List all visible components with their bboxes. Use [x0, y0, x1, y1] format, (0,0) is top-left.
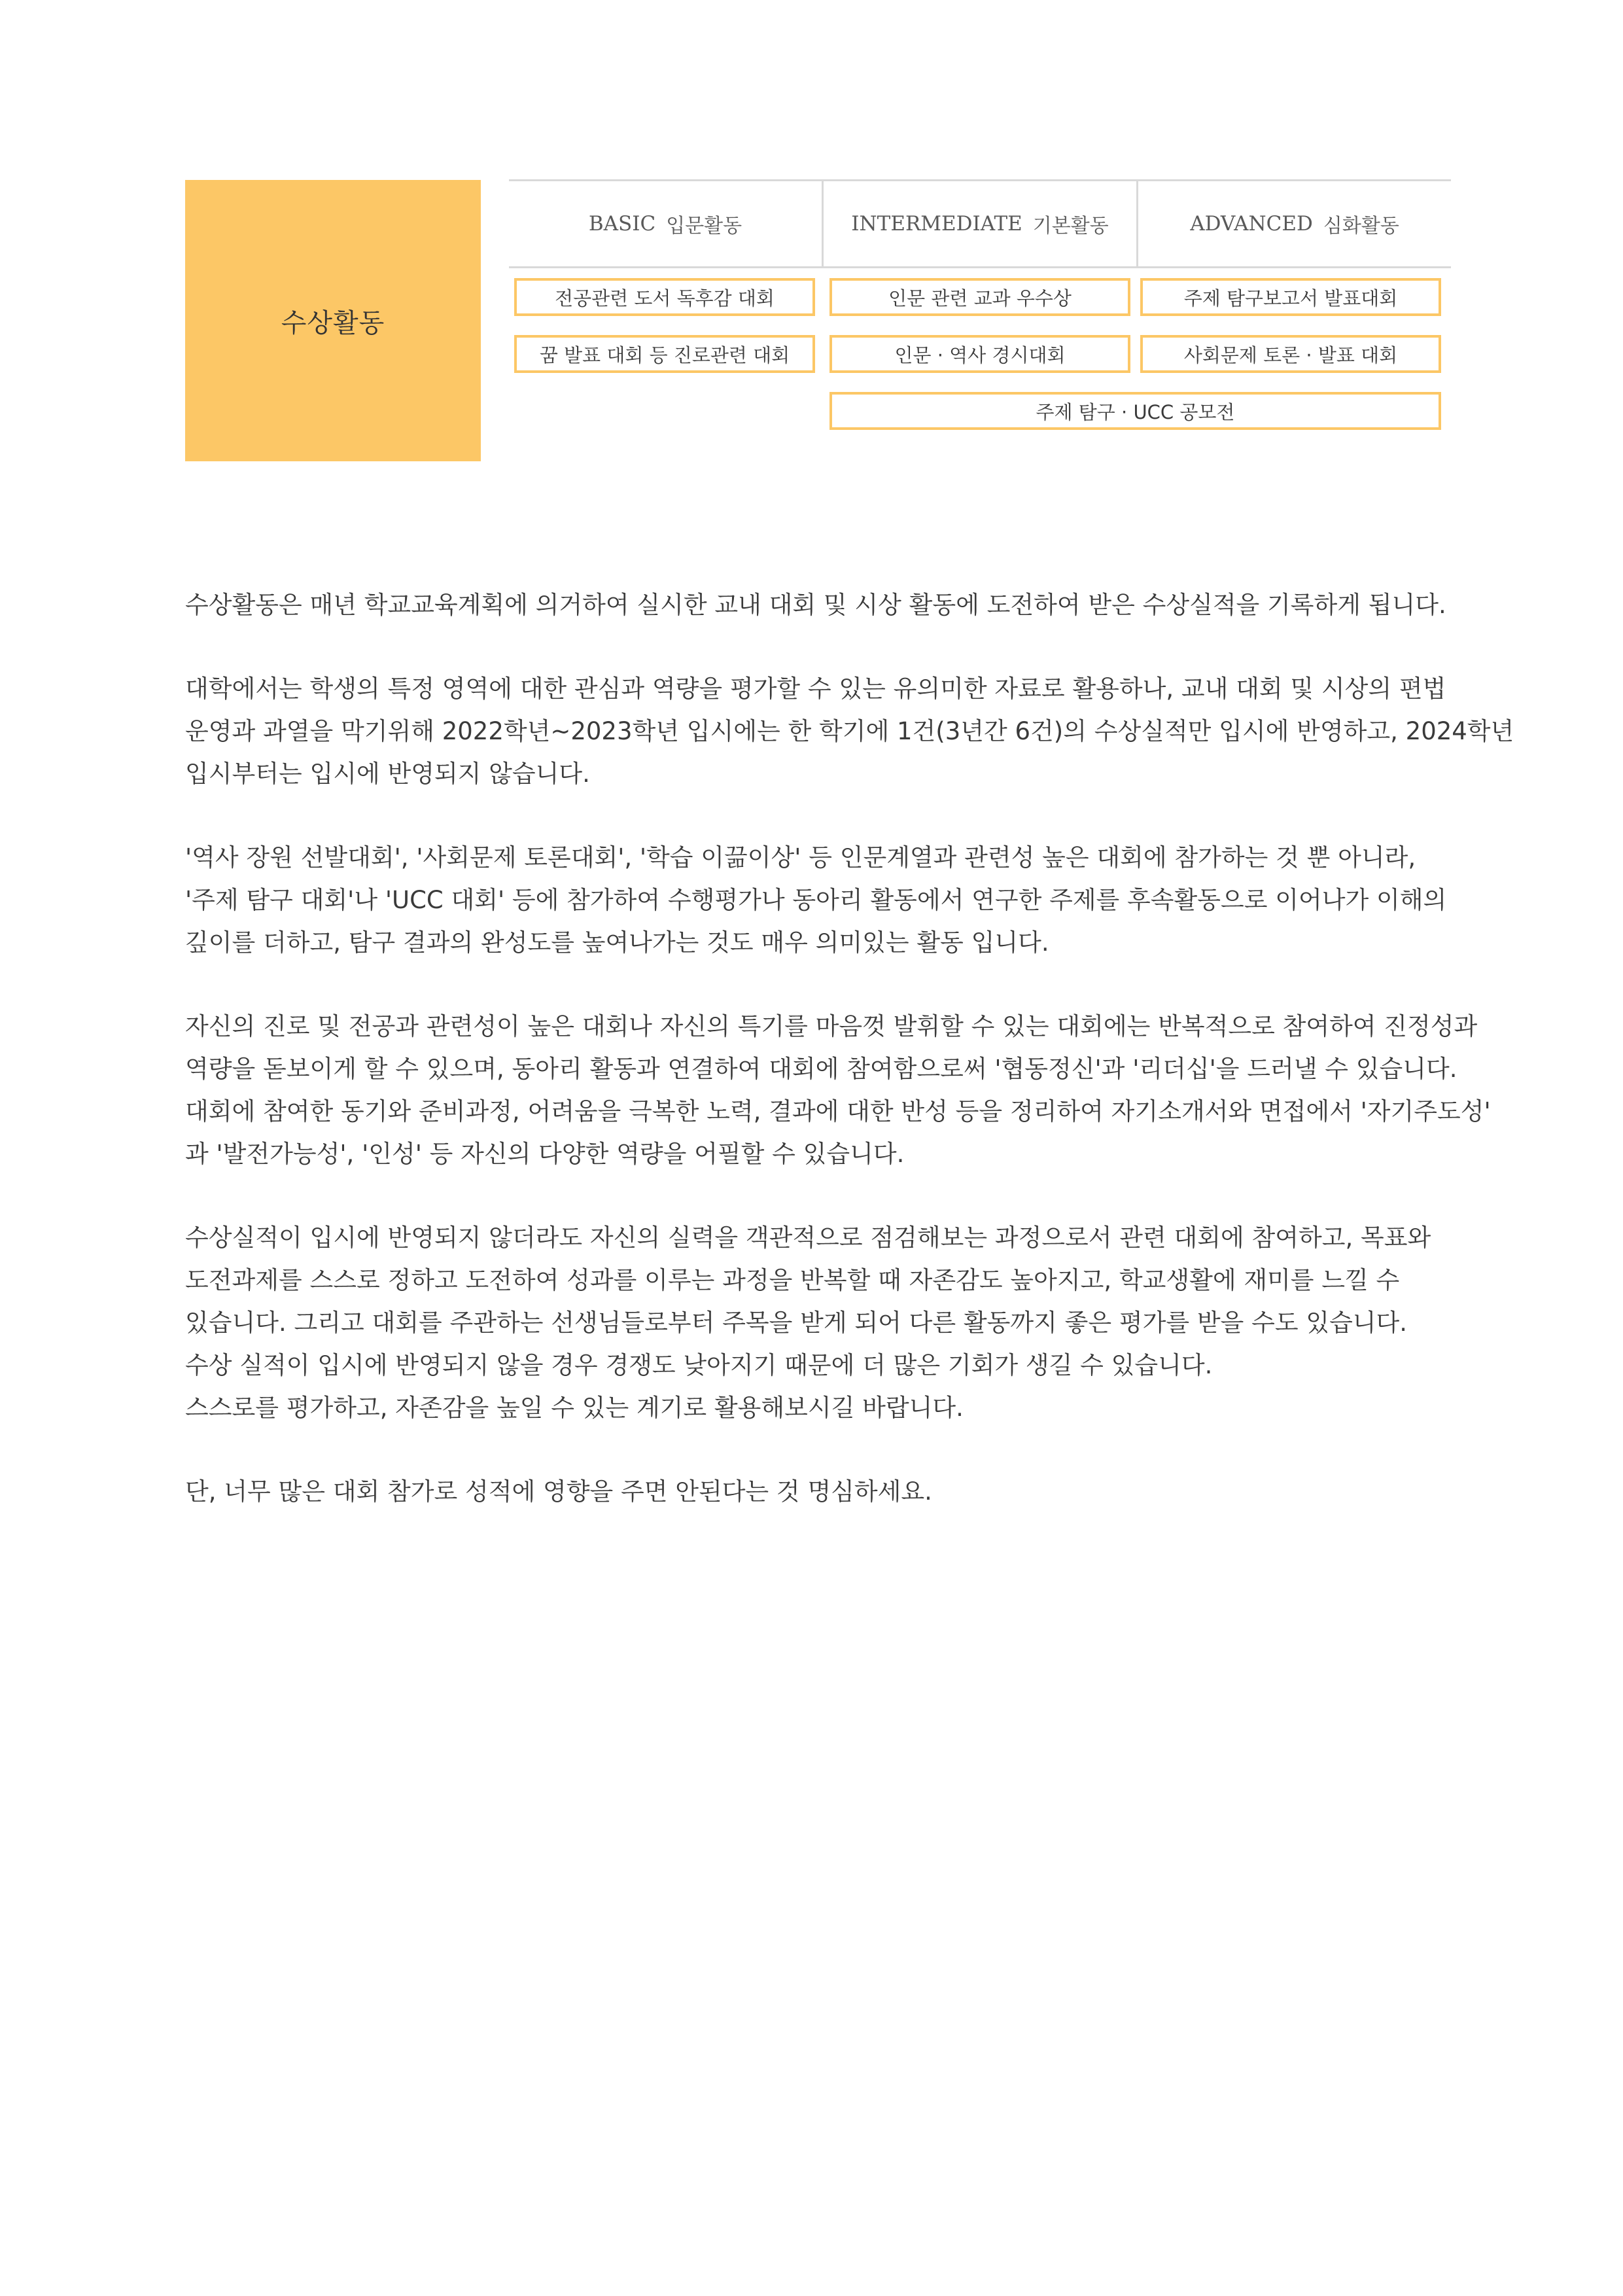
section-title: 수상활동	[281, 308, 385, 338]
paragraph-line: 과 '발전가능성', '인성' 등 자신의 다양한 역량을 어필할 수 있습니다.	[185, 1140, 905, 1168]
body-text	[185, 584, 1514, 1554]
paragraph-line: '주제 탐구 대회'나 'UCC 대회' 등에 참가하여 수행평가나 동아리 활동에서 연구한 주제를 후속활동으로 이어나가 이해의	[185, 886, 1447, 914]
paragraph-6	[185, 1470, 1461, 1513]
award-advanced-1: 주제 탐구보고서 발표대회	[1140, 278, 1441, 316]
paragraph-3	[185, 836, 1461, 964]
paragraph-line: 운영과 과열을 막기위해 2022학년~2023학년 입시에는 한 학기에 1건(3년간 6건)의 수상실적만 입시에 반영하고, 2024학년	[185, 717, 1514, 745]
paragraph-line: 역량을 돋보이게 할 수 있으며, 동아리 활동과 연결하여 대회에 참여함으로써 '협동정신'과 '리더십'을 드러낼 수 있습니다.	[185, 1055, 1457, 1083]
award-basic-1: 전공관련 도서 독후감 대회	[514, 278, 815, 316]
award-intermediate-1: 인문 관련 교과 우수상	[829, 278, 1130, 316]
award-advanced-2: 사회문제 토론 · 발표 대회	[1140, 335, 1441, 373]
paragraph-line: 입시부터는 입시에 반영되지 않습니다.	[185, 760, 590, 788]
level-advanced-en: ADVANCED	[1190, 212, 1313, 236]
award-basic-2: 꿈 발표 대회 등 진로관련 대회	[514, 335, 815, 373]
award-shared: 주제 탐구 · UCC 공모전	[829, 392, 1441, 430]
paragraph-line: '역사 장원 선발대회', '사회문제 토론대회', '학습 이끎이상' 등 인문계열과 관련성 높은 대회에 참가하는 것 뿐 아니라,	[185, 843, 1416, 872]
level-basic	[509, 181, 824, 266]
level-basic-ko: 입문활동	[666, 215, 742, 238]
award-intermediate-2: 인문 · 역사 경시대회	[829, 335, 1130, 373]
level-basic-en: BASIC	[588, 212, 656, 236]
paragraph-line: 단, 너무 많은 대회 참가로 성적에 영향을 주면 안된다는 것 명심하세요.	[185, 1477, 932, 1506]
level-advanced	[1138, 181, 1451, 266]
section-title-box	[185, 180, 481, 461]
paragraph-2	[185, 667, 1514, 795]
paragraph-line: 스스로를 평가하고, 자존감을 높일 수 있는 계기로 활용해보시길 바랍니다.	[185, 1394, 964, 1422]
paragraph-line: 자신의 진로 및 전공과 관련성이 높은 대회나 자신의 특기를 마음껏 발휘할 수 있는 대회에는 반복적으로 참여하여 진정성과	[185, 1012, 1478, 1040]
level-header-row	[509, 179, 1451, 268]
paragraph-line: 대학에서는 학생의 특정 영역에 대한 관심과 역량을 평가할 수 있는 유의미한 자료로 활용하나, 교내 대회 및 시상의 편법	[185, 675, 1446, 703]
level-intermediate-ko: 기본활동	[1032, 215, 1109, 238]
paragraph-line: 깊이를 더하고, 탐구 결과의 완성도를 높여나가는 것도 매우 의미있는 활동 입니다.	[185, 928, 1049, 957]
paragraph-4	[185, 1005, 1491, 1175]
paragraph-line: 수상실적이 입시에 반영되지 않더라도 자신의 실력을 객관적으로 점검해보는 과정으로서 관련 대회에 참여하고, 목표와	[185, 1224, 1431, 1252]
paragraph-line: 있습니다. 그리고 대회를 주관하는 선생님들로부터 주목을 받게 되어 다른 활동까지 좋은 평가를 받을 수도 있습니다.	[185, 1309, 1408, 1337]
paragraph-line: 대회에 참여한 동기와 준비과정, 어려움을 극복한 노력, 결과에 대한 반성 등을 정리하여 자기소개서와 면접에서 '자기주도성'	[185, 1097, 1491, 1125]
level-intermediate	[824, 181, 1138, 266]
paragraph-1	[185, 584, 1461, 626]
paragraph-line: 도전과제를 스스로 정하고 도전하여 성과를 이루는 과정을 반복할 때 자존감도 높아지고, 학교생활에 재미를 느낄 수	[185, 1266, 1400, 1294]
level-intermediate-en: INTERMEDIATE	[851, 212, 1022, 236]
paragraph-5	[185, 1216, 1461, 1429]
level-advanced-ko: 심화활동	[1323, 215, 1399, 238]
paragraph-line: 수상활동은 매년 학교교육계획에 의거하여 실시한 교내 대회 및 시상 활동에 도전하여 받은 수상실적을 기록하게 됩니다.	[185, 591, 1446, 619]
paragraph-line: 수상 실적이 입시에 반영되지 않을 경우 경쟁도 낮아지기 때문에 더 많은 기회가 생길 수 있습니다.	[185, 1351, 1213, 1379]
